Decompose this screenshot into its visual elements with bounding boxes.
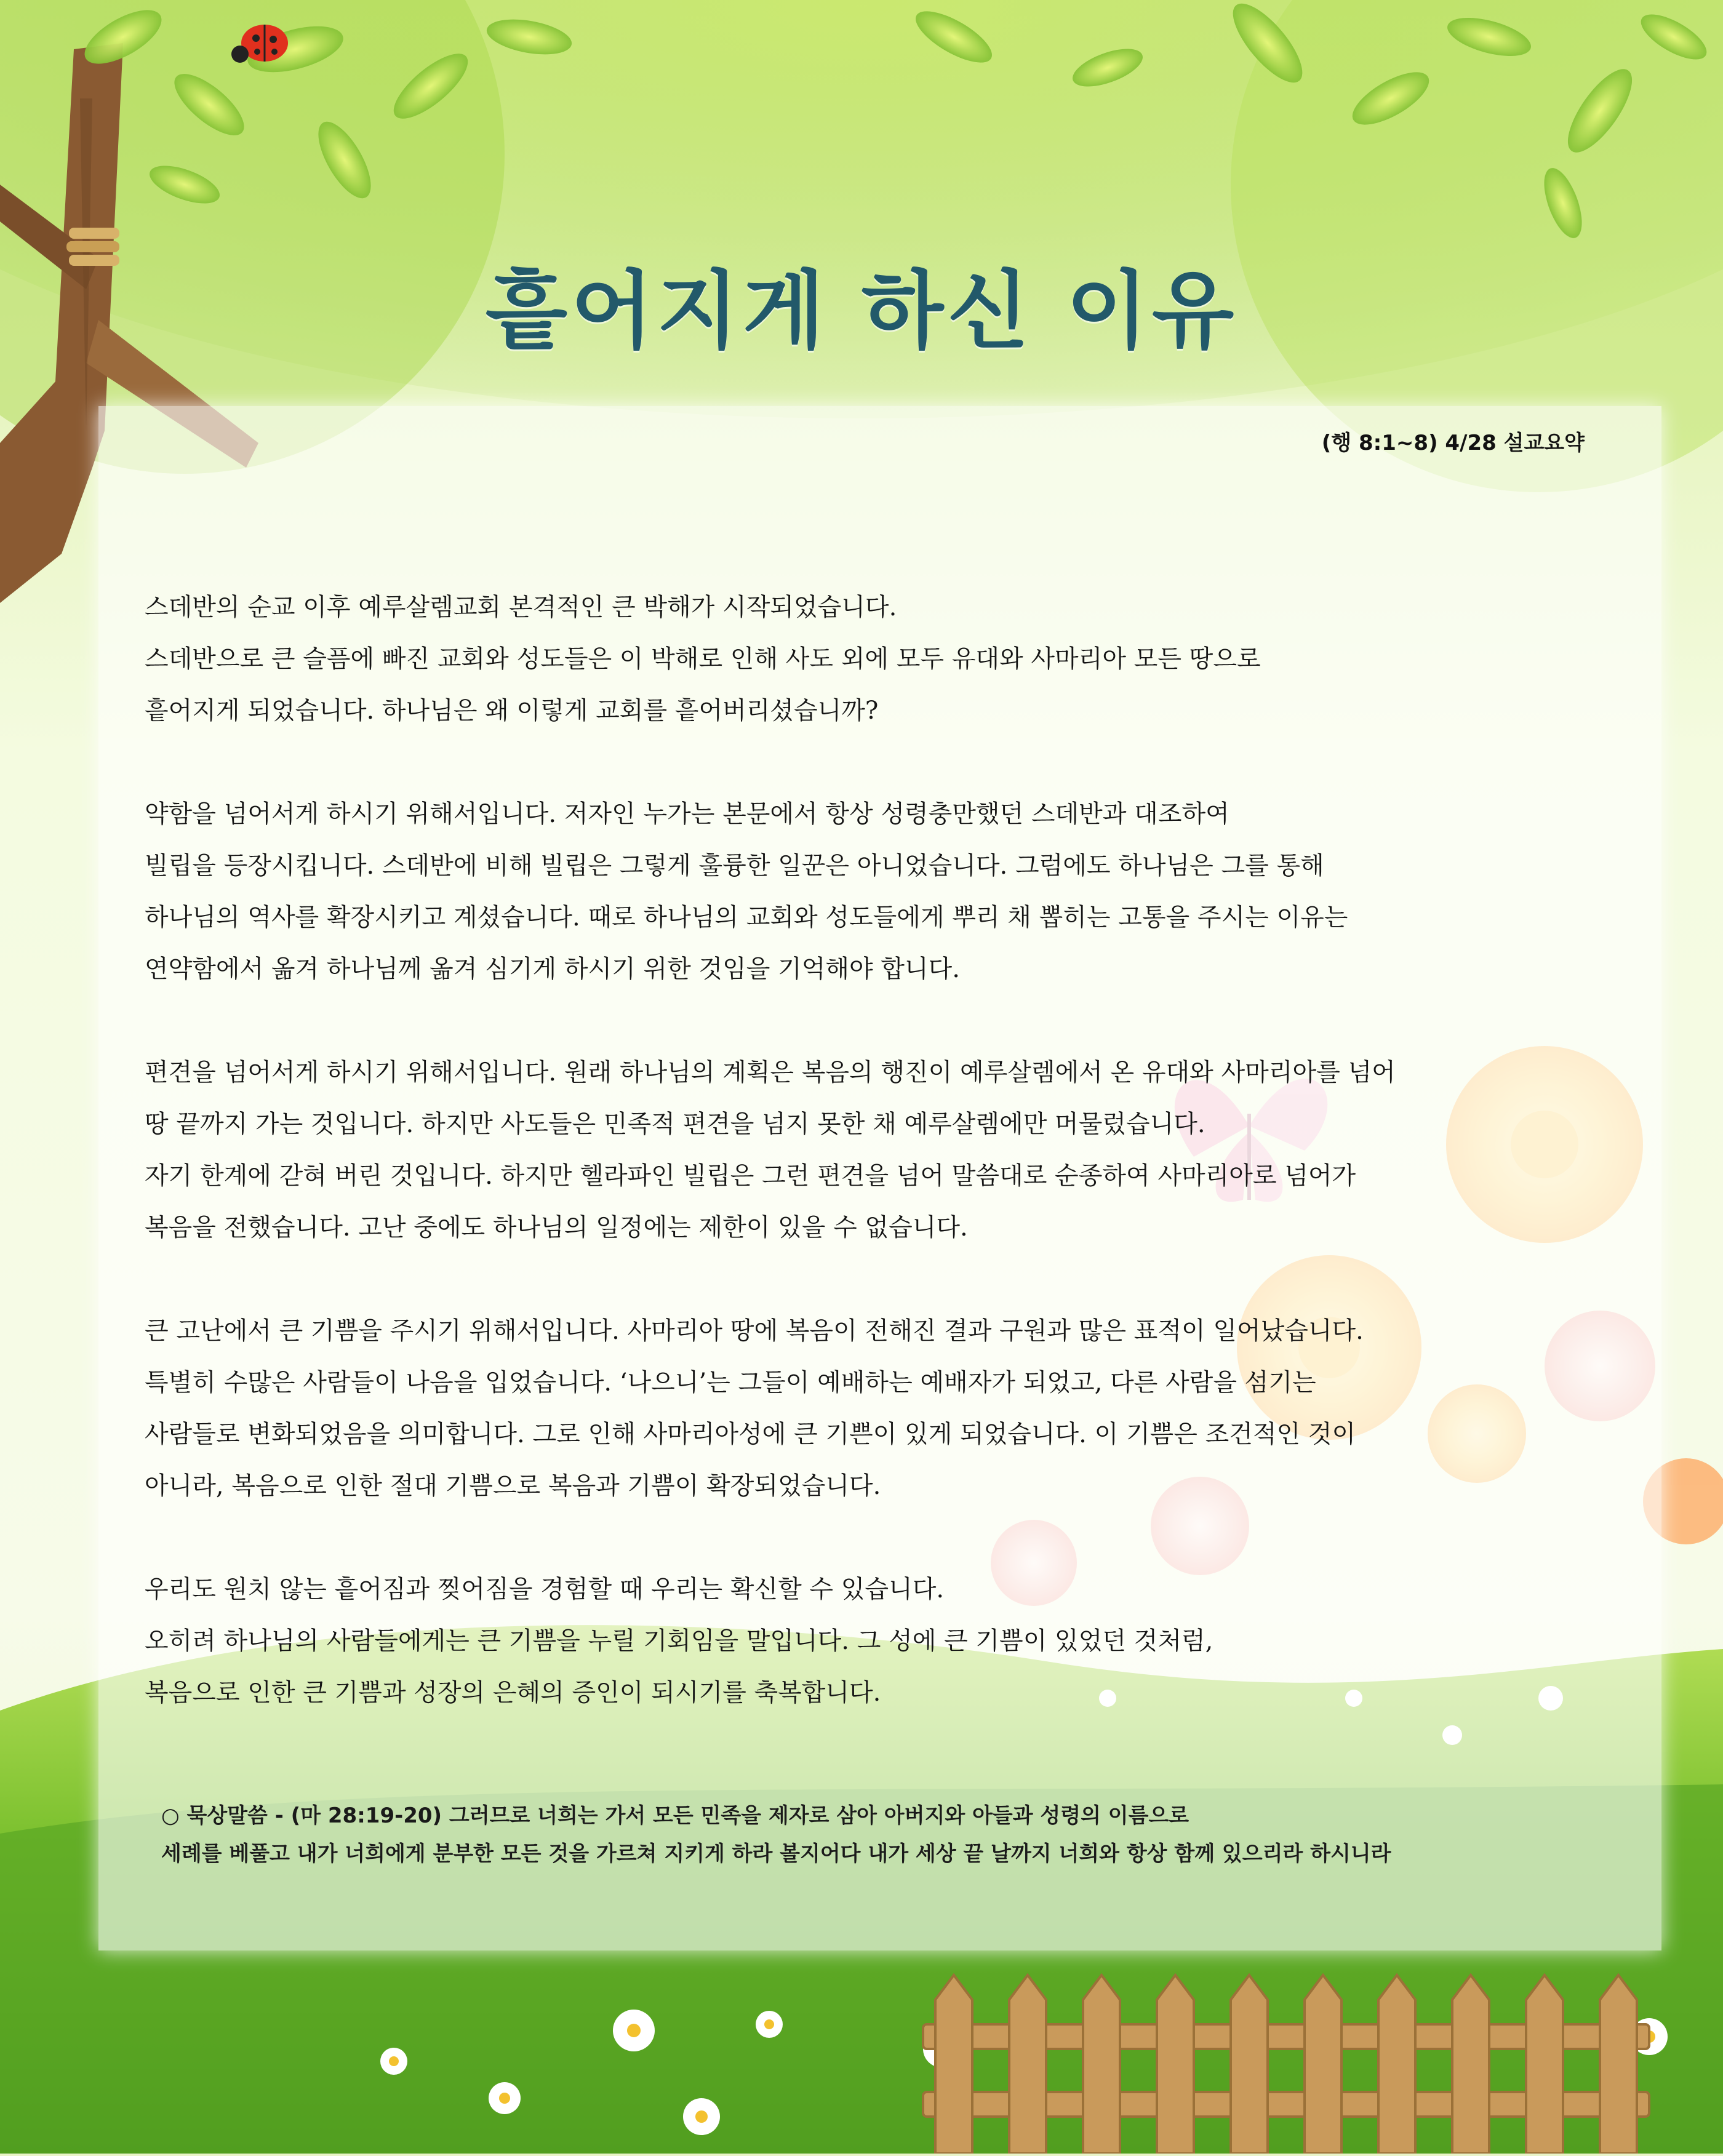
text-line: 사람들로 변화되었음을 의미합니다. 그로 인해 사마리아성에 큰 기쁜이 있게 되었습니다. 이 기쁨은 조건적인 것이 bbox=[145, 1420, 1356, 1448]
text-line: 연약함에서 옮겨 하나님께 옮겨 심기게 하시기 위한 것임을 기억해야 합니다. bbox=[145, 955, 960, 983]
paragraph bbox=[145, 1047, 1646, 1253]
text-line: 약함을 넘어서게 하시기 위해서입니다. 저자인 누가는 본문에서 항상 성령충만했던 스데반과 대조하여 bbox=[145, 800, 1229, 828]
text-line: 땅 끝까지 가는 것입니다. 하지만 사도들은 민족적 편견을 넘지 못한 채 예루살렘에만 머물렀습니다. bbox=[145, 1110, 1205, 1138]
paragraph bbox=[145, 1305, 1646, 1512]
text-line: 특별히 수많은 사람들이 나음을 입었습니다. ‘나으니’는 그들이 예배하는 예배자가 되었고, 다른 사람을 섬기는 bbox=[145, 1368, 1316, 1397]
text-line: 복음으로 인한 큰 기쁨과 성장의 은혜의 증인이 되시기를 축복합니다. bbox=[145, 1679, 881, 1707]
text-line: 스데반의 순교 이후 예루살렘교회 본격적인 큰 박해가 시작되었습니다. bbox=[145, 593, 897, 621]
text-line: 자기 한계에 갇혀 버린 것입니다. 하지만 헬라파인 빌립은 그런 편견을 넘어 말씀대로 순종하여 사마리아로 넘어가 bbox=[145, 1162, 1356, 1190]
sermon-summary bbox=[145, 581, 1646, 1770]
text-line: 흩어지게 되었습니다. 하나님은 왜 이렇게 교회를 흩어버리셨습니까? bbox=[145, 697, 879, 725]
meditation-line: 세례를 베풀고 내가 너희에게 분부한 모든 것을 가르쳐 지키게 하라 볼지어다 내가 세상 끝 날까지 너희와 항상 함께 있으리라 하시니라 bbox=[161, 1842, 1391, 1866]
scripture-reference: (행 8:1~8) 4/28 설교요약 bbox=[1321, 431, 1585, 455]
paragraph bbox=[145, 1563, 1646, 1719]
meditation-verse bbox=[161, 1797, 1650, 1873]
text-line: 편견을 넘어서게 하시기 위해서입니다. 원래 하나님의 계획은 복음의 행진이 예루살렘에서 온 유대와 사마리아를 넘어 bbox=[145, 1058, 1396, 1087]
text-line: 빌립을 등장시킵니다. 스데반에 비해 빌립은 그렇게 훌륭한 일꾼은 아니었습니다. 그럼에도 하나님은 그를 통해 bbox=[145, 852, 1324, 880]
meditation-line: ○ 묵상말씀 - (마 28:19-20) 그러므로 너희는 가서 모든 민족을 제자로 삼아 아버지와 아들과 성령의 이름으로 bbox=[161, 1803, 1189, 1828]
text-line: 우리도 원치 않는 흩어짐과 찢어짐을 경험할 때 우리는 확신할 수 있습니다. bbox=[145, 1575, 945, 1603]
text-line: 큰 고난에서 큰 기쁨을 주시기 위해서입니다. 사마리아 땅에 복음이 전해진 결과 구원과 많은 표적이 일어났습니다. bbox=[145, 1317, 1364, 1345]
text-line: 스데반으로 큰 슬픔에 빠진 교회와 성도들은 이 박해로 인해 사도 외에 모두 유대와 사마리아 모든 땅으로 bbox=[145, 645, 1261, 673]
text-line: 아니라, 복음으로 인한 절대 기쁨으로 복음과 기쁨이 확장되었습니다. bbox=[145, 1472, 881, 1500]
text-line: 하나님의 역사를 확장시키고 계셨습니다. 때로 하나님의 교회와 성도들에게 뿌리 채 뽑히는 고통을 주시는 이유는 bbox=[145, 903, 1348, 932]
paragraph bbox=[145, 788, 1646, 995]
text-line: 복음을 전했습니다. 고난 중에도 하나님의 일정에는 제한이 있을 수 없습니다. bbox=[145, 1213, 968, 1242]
paragraph bbox=[145, 581, 1646, 737]
text-line: 오히려 하나님의 사람들에게는 큰 기쁨을 누릴 기회임을 말입니다. 그 성에 큰 기쁨이 있었던 것처럼, bbox=[145, 1627, 1213, 1655]
page-title: 흩어지게 하신 이유 bbox=[485, 262, 1238, 361]
